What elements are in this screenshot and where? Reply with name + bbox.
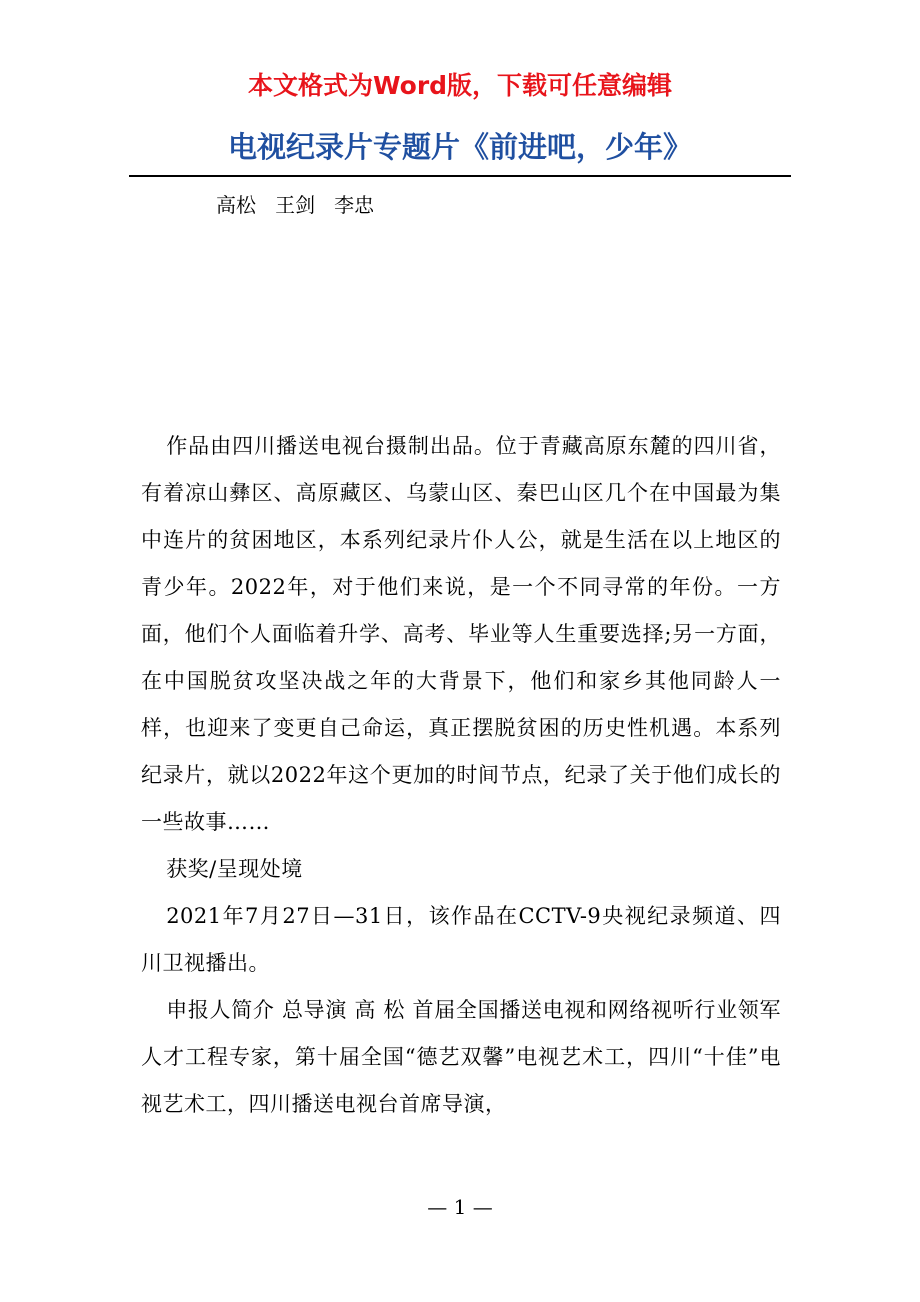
authors-line: 高松 王剑 李忠: [216, 193, 375, 217]
document-body: [141, 423, 781, 1128]
page-number: — 1 —: [427, 1195, 493, 1219]
paragraph-intro: 作品由四川播送电视台摄制出品。位于青藏高原东麓的四川省，有着凉山彝区、高原藏区、乌蒙山区、秦巴山区几个在中国最为集中连片的贫困地区，本系列纪录片仆人公，就是生活在以上地区的青少年。2022年，对于他们来说，是一个不同寻常的年份。一方面，他们个人面临着升学、高考、毕业等人生重要选择;另一方面，在中国脱贫攻坚决战之年的大背景下，他们和家乡其他同龄人一样，也迎来了变更自己命运，真正摆脱贫困的历史性机遇。本系列纪录片，就以2022年这个更加的时间节点，纪录了关于他们成长的一些故事……: [141, 434, 781, 834]
document-title: 电视纪录片专题片《前进吧，少年》: [227, 130, 692, 164]
paragraph-applicant-profile: 申报人简介 总导演 高 松 首届全国播送电视和网络视听行业领军人才工程专家，第十届全国“德艺双馨”电视艺术工，四川“十佳”电视艺术工，四川播送电视台首席导演，: [141, 998, 781, 1116]
paragraph-awards-heading: 获奖/呈现处境: [166, 857, 303, 881]
title-divider: [129, 175, 791, 177]
paragraph-broadcast: 2021年7月27日—31日，该作品在CCTV-9央视纪录频道、四川卫视播出。: [141, 904, 781, 975]
editable-notice-banner: 本文格式为Word版，下载可任意编辑: [247, 71, 673, 100]
